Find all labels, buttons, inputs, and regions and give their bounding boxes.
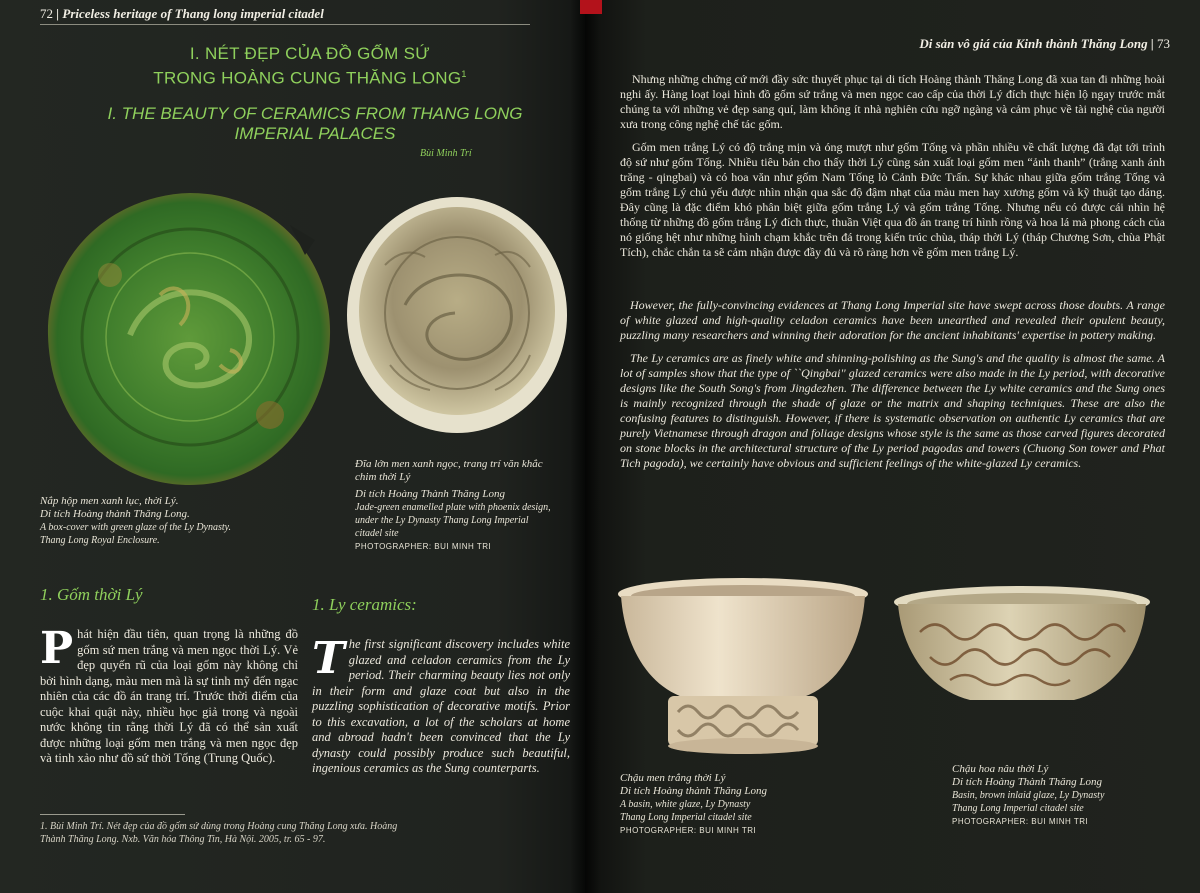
- caption4-en-line2: Thang Long Imperial citadel site: [952, 803, 1084, 814]
- footnote-line1: 1. Bùi Minh Trí. Nét đẹp của đồ gốm sứ dùng trong Hoàng cung Thăng Long xưa. Hoàng: [40, 821, 398, 832]
- title-vietnamese: [120, 44, 500, 89]
- caption2-vn-line3: Di tích Hoàng Thành Thăng Long: [355, 488, 506, 500]
- title-en-line2: IMPERIAL PALACES: [234, 124, 396, 143]
- right-para-vn1: Nhưng những chứng cứ mới đầy sức thuyết phục tại di tích Hoàng thành Thăng Long đã xua tan đi những hoài nghi ấy. Hàng loạt loại hình đồ gốm sứ trắng và men ngọc cao cấp của thời Lý đích thực hiện lộ ngay trước mắt chúng ta với những vẻ đẹp sang quí, làm không ít nhà nghiên cứu ngỡ ngàng và cảm phục về tài nghệ của người xưa trong công nghệ chế tác gốm.: [620, 72, 1165, 131]
- caption4-vn-line2: Di tích Hoàng Thành Thăng Long: [952, 776, 1103, 788]
- left-running-head-separator: |: [56, 6, 63, 21]
- brown-basin-photo: [890, 582, 1155, 712]
- footnote-rule: [40, 814, 185, 815]
- left-running-head: [40, 6, 324, 22]
- caption1-en-line2: Thang Long Royal Enclosure.: [40, 535, 160, 546]
- caption3-photographer: PHOTOGRAPHER: BUI MINH TRI: [620, 826, 757, 835]
- left-page: [0, 0, 585, 893]
- drop-cap-vn: P: [40, 623, 74, 674]
- title-vn-line1: I. NÉT ĐẸP CỦA ĐỒ GỐM SỨ: [189, 44, 431, 63]
- right-running-head: [919, 36, 1170, 52]
- body-vn-text: hát hiện đầu tiên, quan trọng là những đồ gốm sứ men trắng và men ngọc thời Lý. Vẻ đẹp quyến rũ của loại gốm này không chỉ bởi hình dạng, màu men mà là sự tinh mỹ đến ngạc nhiên của các đồ án trang trí. Trước thời điểm của cuộc khai quật này, nhiều học giả trong và ngoài nước không tin rằng thời Lý đã có thể sản xuất được những loại gốm men trắng và men ngọc đẹp và tinh xảo như đồ sứ thời Tống (Trung Quốc).: [40, 627, 298, 765]
- title-en-line1: I. THE BEAUTY OF CERAMICS FROM THANG LONG: [107, 104, 523, 123]
- caption4-photographer: PHOTOGRAPHER: BUI MINH TRI: [952, 817, 1089, 826]
- caption1-en-line1: A box-cover with green glaze of the Ly Dynasty.: [40, 522, 232, 533]
- right-para-en1: However, the fully-convincing evidences at Thang Long Imperial site have swept across those doubts. A range of white glazed and high-quality celadon ceramics have been unearthed and revealed their opulent beauty, puzzling many researchers and winning their adoration for the ancient inhabitants' expertise in pottery making.: [620, 298, 1165, 342]
- body-vietnamese: [40, 623, 298, 767]
- caption2-photographer: PHOTOGRAPHER: BUI MINH TRI: [355, 542, 492, 551]
- white-basin-photo: [613, 572, 873, 757]
- caption2-vn-line2: chim thời Lý: [355, 471, 411, 483]
- right-page: [585, 0, 1200, 893]
- left-running-head-text: Priceless heritage of Thang long imperial citadel: [62, 6, 324, 21]
- caption1-vn-line2: Di tích Hoàng thành Thăng Long.: [40, 508, 190, 520]
- celadon-plate-photo: [345, 195, 570, 445]
- caption4-vn-line1: Chậu hoa nâu thời Lý: [952, 763, 1049, 775]
- caption2-vn-line1: Đĩa lớn men xanh ngọc, trang trí văn khắc: [355, 458, 543, 470]
- right-para-vn2: Gốm men trắng Lý có độ trắng mịn và óng mượt như gốm Tống và phần nhiều về chất lượng đã đạt tới trình độ sứ như gốm Tống. Nhiều tiêu bản cho thấy thời Lý cũng sản xuất loại gốm men “ảnh thanh” (trắng xanh ánh trăng - qingbai) và có hoa văn như gốm Nam Tống lò Cảnh Đức Trấn. Sự khác nhau giữa gốm trắng Tống và gốm trắng Lý chủ yếu được nhìn nhận qua sắc độ đậm nhạt của màu men hay xương gốm và kỹ thuật tạo dáng. Đây cũng là đặc điểm khó phân biệt giữa gốm trắng Lý và gốm trắng Tống. Nhưng nếu có được cái nhìn hệ thống từ những đồ gốm trắng Lý đích thực, thuần Việt qua đồ án trang trí hình rồng và hoa lá mà phong cách của nó giống hệt như những hình chạm khắc trên đá trong kiến trúc chùa, tháp thời Lý (tháp Chương Sơn, chùa Phật Tích), chắc chắn ta sẽ cảm nhận được đầy đủ và rõ ràng hơn về gốm men trắng Lý.: [620, 140, 1165, 259]
- caption-brown-basin: [952, 763, 1192, 828]
- left-page-number: 72: [40, 6, 53, 21]
- caption3-en-line2: Thang Long Imperial citadel site: [620, 812, 752, 823]
- title-english: [95, 104, 535, 144]
- caption-celadon-plate: [355, 458, 585, 553]
- caption2-en-line2: under the Ly Dynasty Thang Long Imperial: [355, 515, 529, 526]
- caption3-vn-line1: Chậu men trắng thời Lý: [620, 772, 726, 784]
- binding-red-band: [580, 0, 602, 14]
- section-heading-en: 1. Ly ceramics:: [312, 595, 417, 614]
- caption2-en-line1: Jade-green enamelled plate with phoenix design,: [355, 502, 551, 513]
- right-para-en2: The Ly ceramics are as finely white and shinning-polishing as the Sung's and the quality is almost the same. A lot of samples show that the type of ``Qingbai'' glazed ceramics were also made in the Ly period, with decorative designs like the South Song's from Jingdezhen. The difference between the Ly white ceramics and the Sung ones is mainly recognized through the shade of glaze or the matrix and shaping techniques. These are also the confusing features to distinguish. However, if there is systematic observation on authentic Ly ceramics that are purely Vietnamese through dragon and foliage designs whose style is the same as those carved figures decorated on stone blocks in the architectural structure of the Ly period pagodas and towers (Chuong Son tower and Phat Tich pagoda), we certainly have obvious and sufficient feelings of the white-glazed Ly ceramics.: [620, 351, 1165, 470]
- footnote-marker: 1: [461, 69, 467, 79]
- footnote: [40, 820, 480, 846]
- caption3-en-line1: A basin, white glaze, Ly Dynasty: [620, 799, 751, 810]
- section-heading-vn: 1. Gốm thời Lý: [40, 585, 143, 604]
- drop-cap-en: T: [312, 633, 345, 684]
- caption3-vn-line2: Di tích Hoàng thành Thăng Long: [620, 785, 767, 797]
- footnote-line2: Thành Thăng Long. Nxb. Văn hóa Thông Tin, Hà Nội. 2005, tr. 65 - 97.: [40, 834, 326, 845]
- green-box-cover-photo: [40, 185, 340, 495]
- book-gutter: [570, 0, 600, 893]
- right-body-vietnamese: [620, 72, 1165, 268]
- caption-white-basin: [620, 772, 880, 837]
- body-english: [312, 633, 570, 777]
- right-running-head-text: Di sản vô giá của Kinh thành Thăng Long: [919, 36, 1148, 51]
- body-en-text: he first significant discovery includes white glazed and celadon ceramics from the Ly period. Their charming beauty lies not only in their form and glaze coat but also in the puzzling sophistication of decorative motifs. Prior to this excavation, a lot of the scholars at home and abroad hadn't been convinced that the Ly dynasty could possibly produce such beautiful, ingenious ceramics as the Sung counterparts.: [312, 637, 570, 775]
- right-page-number: 73: [1157, 36, 1170, 51]
- title-vn-line2: TRONG HOÀNG CUNG THĂNG LONG$^1$: [153, 68, 467, 88]
- left-header-rule: [40, 24, 530, 25]
- caption-box-cover: [40, 495, 300, 547]
- caption4-en-line1: Basin, brown inlaid glaze, Ly Dynasty: [952, 790, 1105, 801]
- right-running-head-separator: |: [1150, 36, 1157, 51]
- caption1-vn-line1: Nắp hộp men xanh lục, thời Lý.: [40, 495, 179, 507]
- author-name: Bùi Minh Trí: [420, 148, 472, 159]
- right-body-english: [620, 298, 1165, 479]
- caption2-en-line3: citadel site: [355, 528, 399, 539]
